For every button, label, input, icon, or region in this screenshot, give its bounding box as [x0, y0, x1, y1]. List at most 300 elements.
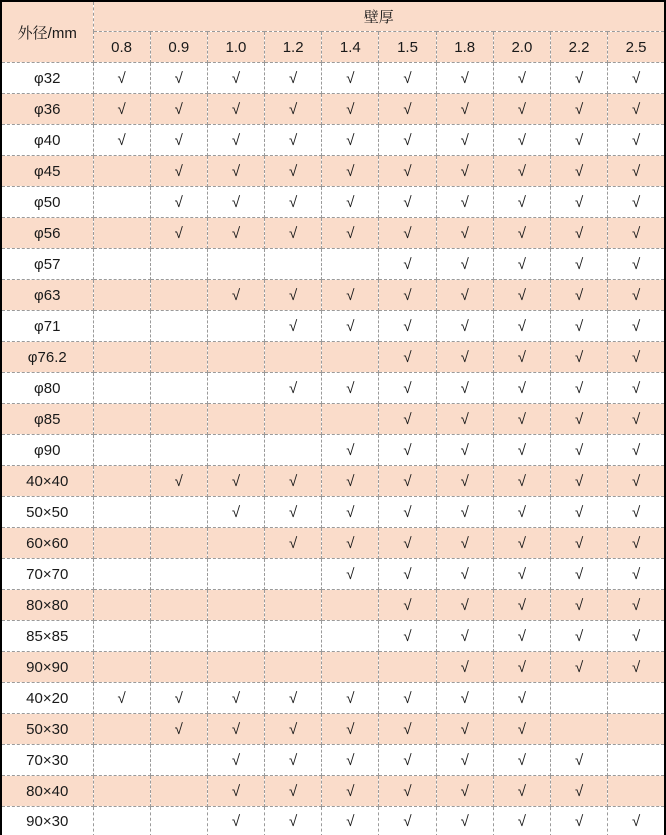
check-mark-cell: √: [608, 528, 665, 559]
empty-cell: [93, 342, 150, 373]
check-mark-cell: √: [379, 559, 436, 590]
empty-cell: [93, 435, 150, 466]
empty-cell: [150, 528, 207, 559]
check-mark-cell: √: [379, 714, 436, 745]
check-mark-cell: √: [265, 466, 322, 497]
row-label: φ71: [1, 311, 93, 342]
check-mark-cell: √: [493, 466, 550, 497]
check-mark-cell: √: [436, 745, 493, 776]
empty-cell: [93, 528, 150, 559]
check-mark-cell: √: [322, 373, 379, 404]
check-mark-cell: √: [93, 125, 150, 156]
empty-cell: [322, 404, 379, 435]
check-mark-cell: √: [379, 807, 436, 835]
check-mark-cell: √: [551, 621, 608, 652]
thickness-column-header: 1.8: [436, 32, 493, 63]
check-mark-cell: √: [322, 745, 379, 776]
check-mark-cell: √: [493, 621, 550, 652]
check-mark-cell: √: [608, 559, 665, 590]
check-mark-cell: √: [608, 590, 665, 621]
check-mark-cell: √: [493, 652, 550, 683]
empty-cell: [93, 466, 150, 497]
empty-cell: [207, 249, 264, 280]
empty-cell: [150, 373, 207, 404]
table-row: [1, 63, 665, 94]
empty-cell: [608, 714, 665, 745]
empty-cell: [265, 249, 322, 280]
check-mark-cell: √: [322, 280, 379, 311]
check-mark-cell: √: [150, 466, 207, 497]
check-mark-cell: √: [608, 125, 665, 156]
check-mark-cell: √: [608, 652, 665, 683]
empty-cell: [608, 683, 665, 714]
check-mark-cell: √: [493, 776, 550, 807]
empty-cell: [207, 621, 264, 652]
check-mark-cell: √: [436, 373, 493, 404]
check-mark-cell: √: [379, 63, 436, 94]
row-label: φ57: [1, 249, 93, 280]
check-mark-cell: √: [379, 249, 436, 280]
row-label: φ45: [1, 156, 93, 187]
row-label: φ50: [1, 187, 93, 218]
check-mark-cell: √: [379, 280, 436, 311]
check-mark-cell: √: [493, 745, 550, 776]
check-mark-cell: √: [379, 497, 436, 528]
check-mark-cell: √: [322, 435, 379, 466]
empty-cell: [551, 683, 608, 714]
check-mark-cell: √: [493, 218, 550, 249]
check-mark-cell: √: [379, 156, 436, 187]
empty-cell: [150, 559, 207, 590]
row-label: 70×70: [1, 559, 93, 590]
row-label: φ36: [1, 94, 93, 125]
check-mark-cell: √: [207, 218, 264, 249]
check-mark-cell: √: [379, 745, 436, 776]
check-mark-cell: √: [608, 187, 665, 218]
check-mark-cell: √: [608, 342, 665, 373]
table-row: [1, 714, 665, 745]
check-mark-cell: √: [150, 94, 207, 125]
table-row: [1, 187, 665, 218]
empty-cell: [207, 404, 264, 435]
check-mark-cell: √: [551, 342, 608, 373]
empty-cell: [150, 497, 207, 528]
check-mark-cell: √: [436, 559, 493, 590]
check-mark-cell: √: [322, 63, 379, 94]
check-mark-cell: √: [150, 63, 207, 94]
empty-cell: [265, 590, 322, 621]
row-label: φ63: [1, 280, 93, 311]
empty-cell: [93, 373, 150, 404]
table-row: [1, 342, 665, 373]
check-mark-cell: √: [551, 435, 608, 466]
row-label: 85×85: [1, 621, 93, 652]
empty-cell: [265, 652, 322, 683]
check-mark-cell: √: [436, 683, 493, 714]
empty-cell: [93, 187, 150, 218]
check-mark-cell: √: [207, 156, 264, 187]
check-mark-cell: √: [379, 404, 436, 435]
check-mark-cell: √: [93, 683, 150, 714]
empty-cell: [265, 621, 322, 652]
check-mark-cell: √: [379, 373, 436, 404]
check-mark-cell: √: [551, 590, 608, 621]
check-mark-cell: √: [551, 466, 608, 497]
table-row: [1, 683, 665, 714]
empty-cell: [207, 311, 264, 342]
check-mark-cell: √: [493, 590, 550, 621]
check-mark-cell: √: [265, 807, 322, 835]
check-mark-cell: √: [379, 311, 436, 342]
check-mark-cell: √: [207, 280, 264, 311]
check-mark-cell: √: [493, 404, 550, 435]
empty-cell: [265, 559, 322, 590]
check-mark-cell: √: [493, 342, 550, 373]
check-mark-cell: √: [322, 807, 379, 835]
check-mark-cell: √: [551, 807, 608, 835]
check-mark-cell: √: [436, 342, 493, 373]
row-label: 40×40: [1, 466, 93, 497]
check-mark-cell: √: [493, 559, 550, 590]
check-mark-cell: √: [493, 497, 550, 528]
check-mark-cell: √: [379, 776, 436, 807]
check-mark-cell: √: [322, 156, 379, 187]
check-mark-cell: √: [551, 745, 608, 776]
thickness-column-header: 1.2: [265, 32, 322, 63]
table-row: [1, 559, 665, 590]
table-row: [1, 280, 665, 311]
check-mark-cell: √: [265, 373, 322, 404]
check-mark-cell: √: [265, 187, 322, 218]
check-mark-cell: √: [551, 652, 608, 683]
row-label: 50×50: [1, 497, 93, 528]
check-mark-cell: √: [436, 435, 493, 466]
check-mark-cell: √: [493, 528, 550, 559]
check-mark-cell: √: [207, 745, 264, 776]
check-mark-cell: √: [436, 94, 493, 125]
check-mark-cell: √: [207, 807, 264, 835]
row-label: φ80: [1, 373, 93, 404]
check-mark-cell: √: [322, 714, 379, 745]
check-mark-cell: √: [551, 218, 608, 249]
check-mark-cell: √: [322, 466, 379, 497]
table-row: [1, 373, 665, 404]
check-mark-cell: √: [379, 187, 436, 218]
empty-cell: [265, 435, 322, 466]
empty-cell: [265, 342, 322, 373]
empty-cell: [93, 590, 150, 621]
empty-cell: [207, 590, 264, 621]
table-row: [1, 652, 665, 683]
thickness-column-header: 2.5: [608, 32, 665, 63]
table-row: [1, 249, 665, 280]
check-mark-cell: √: [608, 218, 665, 249]
thickness-column-header: 0.9: [150, 32, 207, 63]
check-mark-cell: √: [493, 187, 550, 218]
empty-cell: [150, 249, 207, 280]
check-mark-cell: √: [436, 807, 493, 835]
check-mark-cell: √: [265, 125, 322, 156]
row-label: φ56: [1, 218, 93, 249]
check-mark-cell: √: [150, 714, 207, 745]
check-mark-cell: √: [493, 125, 550, 156]
check-mark-cell: √: [493, 683, 550, 714]
check-mark-cell: √: [551, 280, 608, 311]
row-label: 70×30: [1, 745, 93, 776]
check-mark-cell: √: [493, 156, 550, 187]
thickness-column-header: 1.5: [379, 32, 436, 63]
check-mark-cell: √: [379, 218, 436, 249]
check-mark-cell: √: [551, 373, 608, 404]
empty-cell: [322, 621, 379, 652]
table-row: [1, 745, 665, 776]
table-row: [1, 435, 665, 466]
table-row: [1, 94, 665, 125]
check-mark-cell: √: [436, 63, 493, 94]
check-mark-cell: √: [207, 776, 264, 807]
empty-cell: [93, 218, 150, 249]
table-row: [1, 125, 665, 156]
check-mark-cell: √: [265, 497, 322, 528]
check-mark-cell: √: [551, 63, 608, 94]
group-header-row: [1, 1, 665, 32]
empty-cell: [93, 311, 150, 342]
check-mark-cell: √: [150, 218, 207, 249]
check-mark-cell: √: [436, 404, 493, 435]
check-mark-cell: √: [265, 94, 322, 125]
table-row: [1, 466, 665, 497]
table-row: [1, 497, 665, 528]
check-mark-cell: √: [436, 528, 493, 559]
empty-cell: [93, 776, 150, 807]
check-mark-cell: √: [265, 714, 322, 745]
check-mark-cell: √: [551, 311, 608, 342]
empty-cell: [93, 156, 150, 187]
empty-cell: [551, 714, 608, 745]
row-label: 50×30: [1, 714, 93, 745]
row-label: 90×30: [1, 807, 93, 835]
check-mark-cell: √: [207, 714, 264, 745]
table-row: [1, 528, 665, 559]
empty-cell: [93, 280, 150, 311]
check-mark-cell: √: [493, 373, 550, 404]
empty-cell: [265, 404, 322, 435]
check-mark-cell: √: [207, 683, 264, 714]
check-mark-cell: √: [150, 156, 207, 187]
empty-cell: [150, 745, 207, 776]
thickness-column-header: 1.0: [207, 32, 264, 63]
empty-cell: [207, 373, 264, 404]
check-mark-cell: √: [436, 776, 493, 807]
check-mark-cell: √: [322, 218, 379, 249]
check-mark-cell: √: [608, 63, 665, 94]
check-mark-cell: √: [608, 156, 665, 187]
check-mark-cell: √: [608, 373, 665, 404]
empty-cell: [93, 497, 150, 528]
table-body: [1, 63, 665, 835]
check-mark-cell: √: [379, 125, 436, 156]
check-mark-cell: √: [551, 249, 608, 280]
check-mark-cell: √: [322, 683, 379, 714]
check-mark-cell: √: [207, 63, 264, 94]
table-row: [1, 621, 665, 652]
check-mark-cell: √: [207, 125, 264, 156]
row-label: φ32: [1, 63, 93, 94]
row-label: 90×90: [1, 652, 93, 683]
check-mark-cell: √: [551, 404, 608, 435]
empty-cell: [150, 590, 207, 621]
table-row: [1, 776, 665, 807]
table-row: [1, 156, 665, 187]
empty-cell: [207, 435, 264, 466]
check-mark-cell: √: [608, 807, 665, 835]
check-mark-cell: √: [379, 621, 436, 652]
empty-cell: [93, 807, 150, 835]
empty-cell: [207, 652, 264, 683]
check-mark-cell: √: [493, 94, 550, 125]
empty-cell: [150, 342, 207, 373]
empty-cell: [150, 404, 207, 435]
thickness-column-header: 2.0: [493, 32, 550, 63]
check-mark-cell: √: [608, 280, 665, 311]
row-label: 40×20: [1, 683, 93, 714]
check-mark-cell: √: [322, 125, 379, 156]
check-mark-cell: √: [265, 156, 322, 187]
check-mark-cell: √: [608, 497, 665, 528]
check-mark-cell: √: [436, 621, 493, 652]
check-mark-cell: √: [265, 280, 322, 311]
table-row: [1, 218, 665, 249]
empty-cell: [93, 745, 150, 776]
check-mark-cell: √: [608, 435, 665, 466]
empty-cell: [207, 559, 264, 590]
check-mark-cell: √: [493, 435, 550, 466]
check-mark-cell: √: [379, 590, 436, 621]
check-mark-cell: √: [608, 466, 665, 497]
empty-cell: [322, 652, 379, 683]
empty-cell: [93, 249, 150, 280]
check-mark-cell: √: [436, 311, 493, 342]
check-mark-cell: √: [150, 683, 207, 714]
empty-cell: [207, 528, 264, 559]
empty-cell: [150, 807, 207, 835]
check-mark-cell: √: [93, 63, 150, 94]
check-mark-cell: √: [265, 311, 322, 342]
empty-cell: [322, 342, 379, 373]
check-mark-cell: √: [493, 249, 550, 280]
check-mark-cell: √: [436, 125, 493, 156]
check-mark-cell: √: [207, 94, 264, 125]
check-mark-cell: √: [436, 590, 493, 621]
empty-cell: [608, 745, 665, 776]
check-mark-cell: √: [608, 621, 665, 652]
check-mark-cell: √: [551, 776, 608, 807]
check-mark-cell: √: [608, 404, 665, 435]
check-mark-cell: √: [265, 745, 322, 776]
table-row: [1, 404, 665, 435]
check-mark-cell: √: [436, 280, 493, 311]
table-row: [1, 590, 665, 621]
empty-cell: [93, 652, 150, 683]
check-mark-cell: √: [551, 559, 608, 590]
check-mark-cell: √: [436, 218, 493, 249]
wall-thickness-group-header: 壁厚: [93, 1, 665, 32]
table-row: [1, 807, 665, 835]
thickness-header-row: [1, 32, 665, 63]
check-mark-cell: √: [265, 683, 322, 714]
check-mark-cell: √: [551, 125, 608, 156]
check-mark-cell: √: [493, 311, 550, 342]
check-mark-cell: √: [608, 94, 665, 125]
row-label: 80×80: [1, 590, 93, 621]
check-mark-cell: √: [265, 218, 322, 249]
empty-cell: [150, 652, 207, 683]
check-mark-cell: √: [608, 249, 665, 280]
check-mark-cell: √: [322, 559, 379, 590]
check-mark-cell: √: [379, 528, 436, 559]
check-mark-cell: √: [379, 683, 436, 714]
check-mark-cell: √: [265, 63, 322, 94]
check-mark-cell: √: [322, 528, 379, 559]
empty-cell: [150, 311, 207, 342]
table-header: [1, 1, 665, 63]
check-mark-cell: √: [551, 497, 608, 528]
empty-cell: [379, 652, 436, 683]
row-label: φ76.2: [1, 342, 93, 373]
check-mark-cell: √: [551, 156, 608, 187]
check-mark-cell: √: [322, 311, 379, 342]
check-mark-cell: √: [265, 776, 322, 807]
check-mark-cell: √: [379, 94, 436, 125]
check-mark-cell: √: [436, 466, 493, 497]
empty-cell: [608, 776, 665, 807]
check-mark-cell: √: [322, 187, 379, 218]
check-mark-cell: √: [379, 435, 436, 466]
check-mark-cell: √: [551, 528, 608, 559]
row-label: φ40: [1, 125, 93, 156]
check-mark-cell: √: [322, 94, 379, 125]
check-mark-cell: √: [436, 652, 493, 683]
row-label: 80×40: [1, 776, 93, 807]
row-label: φ90: [1, 435, 93, 466]
check-mark-cell: √: [207, 187, 264, 218]
check-mark-cell: √: [322, 776, 379, 807]
check-mark-cell: √: [322, 497, 379, 528]
check-mark-cell: √: [207, 466, 264, 497]
check-mark-cell: √: [436, 156, 493, 187]
check-mark-cell: √: [150, 125, 207, 156]
thickness-column-header: 2.2: [551, 32, 608, 63]
check-mark-cell: √: [436, 249, 493, 280]
check-mark-cell: √: [379, 342, 436, 373]
check-mark-cell: √: [551, 187, 608, 218]
check-mark-cell: √: [493, 280, 550, 311]
empty-cell: [150, 621, 207, 652]
check-mark-cell: √: [436, 497, 493, 528]
thickness-column-header: 1.4: [322, 32, 379, 63]
row-label: φ85: [1, 404, 93, 435]
check-mark-cell: √: [493, 714, 550, 745]
check-mark-cell: √: [608, 311, 665, 342]
empty-cell: [93, 714, 150, 745]
empty-cell: [207, 342, 264, 373]
empty-cell: [150, 435, 207, 466]
outer-diameter-header: 外径/mm: [1, 1, 93, 63]
check-mark-cell: √: [207, 497, 264, 528]
empty-cell: [322, 590, 379, 621]
check-mark-cell: √: [379, 466, 436, 497]
check-mark-cell: √: [551, 94, 608, 125]
